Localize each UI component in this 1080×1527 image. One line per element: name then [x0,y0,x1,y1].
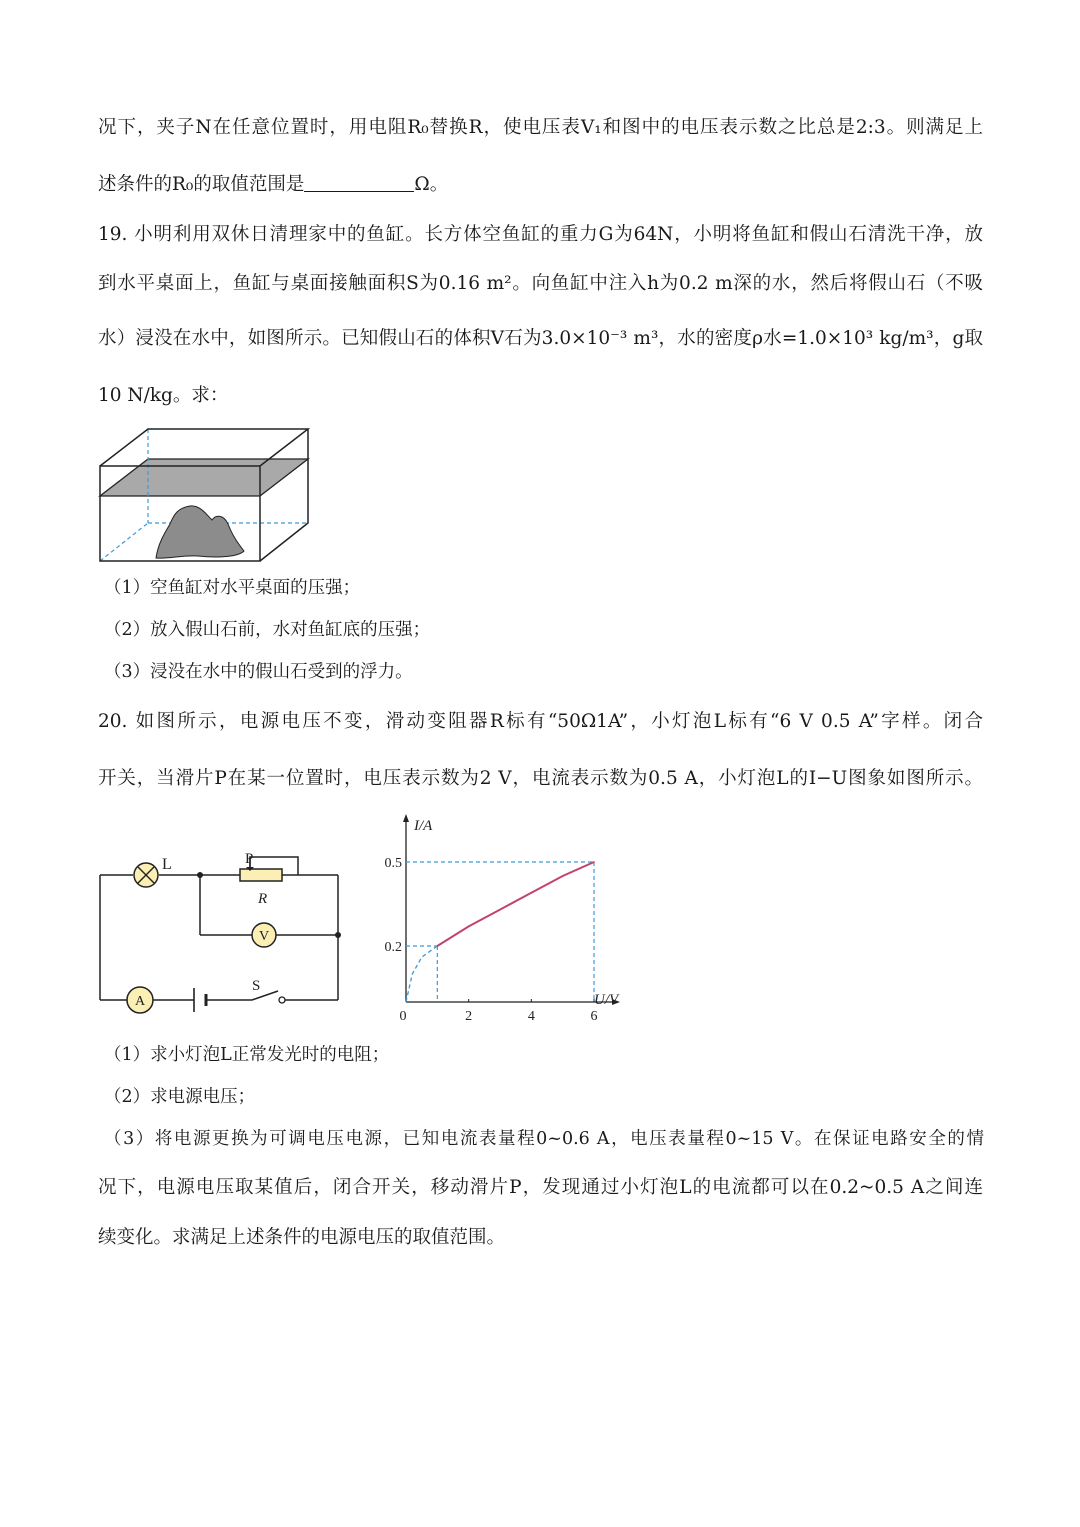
y-axis-arrow [403,814,409,822]
y-tick-label: 0.5 [384,856,402,871]
q20-sub-3-line-2: 况下，电源电压取某值后，闭合开关，移动滑片P，发现通过小灯泡L的电流都可以在0.2~0.5 A之间连 [98,1177,983,1198]
data-point [593,861,595,863]
water-surface [100,459,308,496]
x-tick-label: 6 [590,1009,598,1024]
circuit-diagram [92,845,357,1015]
q20-line-1: 20. 如图所示，电源电压不变，滑动变阻器R标有“50Ω1A”，小灯泡L标有“6 V 0.5 A”字样。闭合 [98,711,983,732]
x-tick-label: 4 [527,1009,535,1024]
rock-shape [156,506,244,558]
q20-sub-2: （2）求电源电压； [104,1087,256,1107]
switch-label: S [252,978,261,994]
q18-line-1: 况下，夹子N在任意位置时，用电阻R₀替换R，使电压表V₁和图中的电压表示数之比总是2:3。则满足上 [98,117,983,138]
voltmeter-label: V [258,929,270,944]
battery-symbol [194,988,206,1012]
data-point [531,892,533,894]
q20-sub-3-line-3: 续变化。求满足上述条件的电源电压的取值范围。 [98,1227,506,1248]
q19-sub-3: （3）浸没在水中的假山石受到的浮力。 [104,662,413,682]
iu-chart [368,808,636,1028]
dashed-series [406,946,437,1002]
data-point [468,926,470,928]
x-tick-label: 2 [465,1009,473,1024]
q19-line-1: 19. 小明利用双休日清理家中的鱼缸。长方体空鱼缸的重力G为64N，小明将鱼缸和假山石清洗干净，放 [98,224,983,245]
data-point [437,945,439,947]
q18-line-2 [98,171,983,199]
data-point [562,875,564,877]
lamp-symbol [134,863,158,887]
x-tick-label: 0 [399,1009,407,1024]
resistor-symbol [240,869,282,881]
q20-sub-3-line-1: （3）将电源更换为可调电压电源，已知电流表量程0~0.6 A，电压表量程0~15 V。在保证电路安全的情 [104,1129,984,1149]
y-axis-label: I/A [414,818,433,834]
data-point [499,909,501,911]
q19-line-3: 水）浸没在水中，如图所示。已知假山石的体积V石为3.0×10⁻³ m³，水的密度ρ水=1.0×10³ kg/m³，g取 [98,328,983,349]
q19-line-2: 到水平桌面上，鱼缸与桌面接触面积S为0.16 m²。向鱼缸中注入h为0.2 m深的水，然后将假山石（不吸 [98,273,983,294]
answer-blank[interactable] [304,173,414,192]
x-axis-label: U/V [594,992,619,1008]
resistor-label: R [258,891,268,907]
q19-line-4: 10 N/kg。求： [98,385,229,406]
solid-series [437,862,594,946]
q19-sub-2: （2）放入假山石前，水对鱼缸底的压强； [104,620,431,640]
q19-sub-1: （1）空鱼缸对水平桌面的压强； [104,578,361,598]
ammeter-label: A [134,994,146,1009]
slider-label: P [245,851,254,867]
q20-line-2: 开关，当滑片P在某一位置时，电压表示数为2 V，电流表示数为0.5 A，小灯泡L的I−U图象如图所示。 [98,768,983,789]
q20-sub-1: （1）求小灯泡L正常发光时的电阻； [104,1045,390,1065]
q18-line-2-suffix: Ω。 [414,174,449,195]
lamp-label: L [162,856,172,873]
q18-line-2-prefix: 述条件的R₀的取值范围是 [98,174,305,195]
fish-tank-figure [98,426,312,566]
y-tick-label: 0.2 [384,940,402,955]
